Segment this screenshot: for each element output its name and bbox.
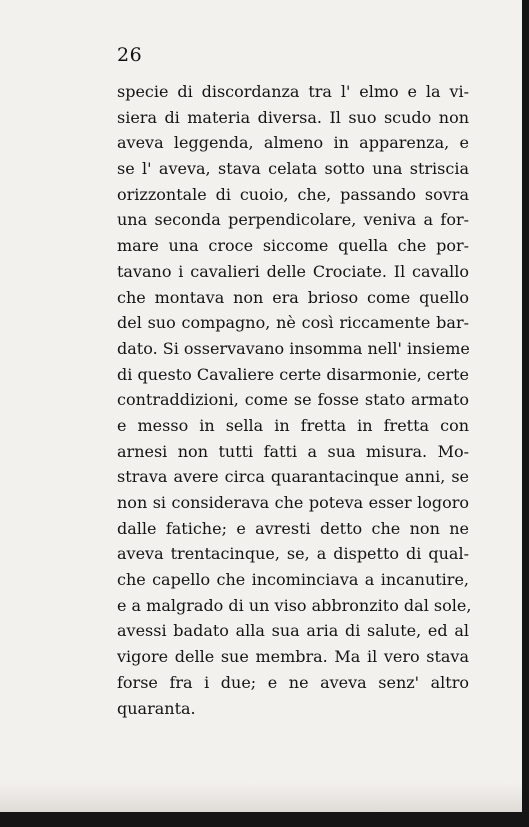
text-line: e a malgrado di un viso abbronzito dal sole, xyxy=(117,595,472,615)
text-line: di questo Cavaliere certe disarmonie, certe xyxy=(117,364,469,384)
text-line: forse fra i due; e ne aveva senz' altro xyxy=(117,672,469,692)
text-line: specie di discordanza tra l' elmo e la vi- xyxy=(117,82,469,101)
text-line: orizzontale di cuoio, che, passando sovra xyxy=(117,184,469,204)
text-line: strava avere circa quarantacinque anni, se xyxy=(117,467,469,487)
text-line: contraddizioni, come se fosse stato armato xyxy=(117,390,469,410)
text-line: che montava non era brioso come quello xyxy=(117,287,469,307)
text-line: una seconda perpendicolare, veniva a for- xyxy=(117,210,469,230)
page-number: 26 xyxy=(117,44,143,66)
text-line: se l' aveva, stava celata sotto una striscia xyxy=(117,159,469,179)
text-line: vigore delle sue membra. Ma il vero stava xyxy=(117,647,469,667)
text-line: non si considerava che poteva esser logoro xyxy=(117,493,469,512)
text-line: mare una croce siccome quella che por- xyxy=(117,236,469,256)
page-shadow xyxy=(0,782,522,812)
text-line: dato. Si osservavano insomma nell' insieme xyxy=(117,338,470,358)
text-line: siera di materia diversa. Il suo scudo non xyxy=(117,107,469,127)
text-line: e messo in sella in fretta in fretta con xyxy=(117,415,469,435)
text-line: avessi badato alla sua aria di salute, ed al xyxy=(117,621,469,641)
text-line: che capello che incominciava a incanutire, xyxy=(117,570,469,590)
text-line: quaranta. xyxy=(117,698,196,718)
text-line: aveva trentacinque, se, a dispetto di qual- xyxy=(117,544,469,564)
text-line: tavano i cavalieri delle Crociate. Il cavallo xyxy=(117,261,469,281)
text-line: arnesi non tutti fatti a sua misura. Mo- xyxy=(117,441,469,461)
body-text xyxy=(117,79,472,721)
text-line: del suo compagno, nè così riccamente bar- xyxy=(117,313,469,333)
text-line: dalle fatiche; e avresti detto che non ne xyxy=(117,518,469,538)
text-line: aveva leggenda, almeno in apparenza, e xyxy=(117,133,469,153)
